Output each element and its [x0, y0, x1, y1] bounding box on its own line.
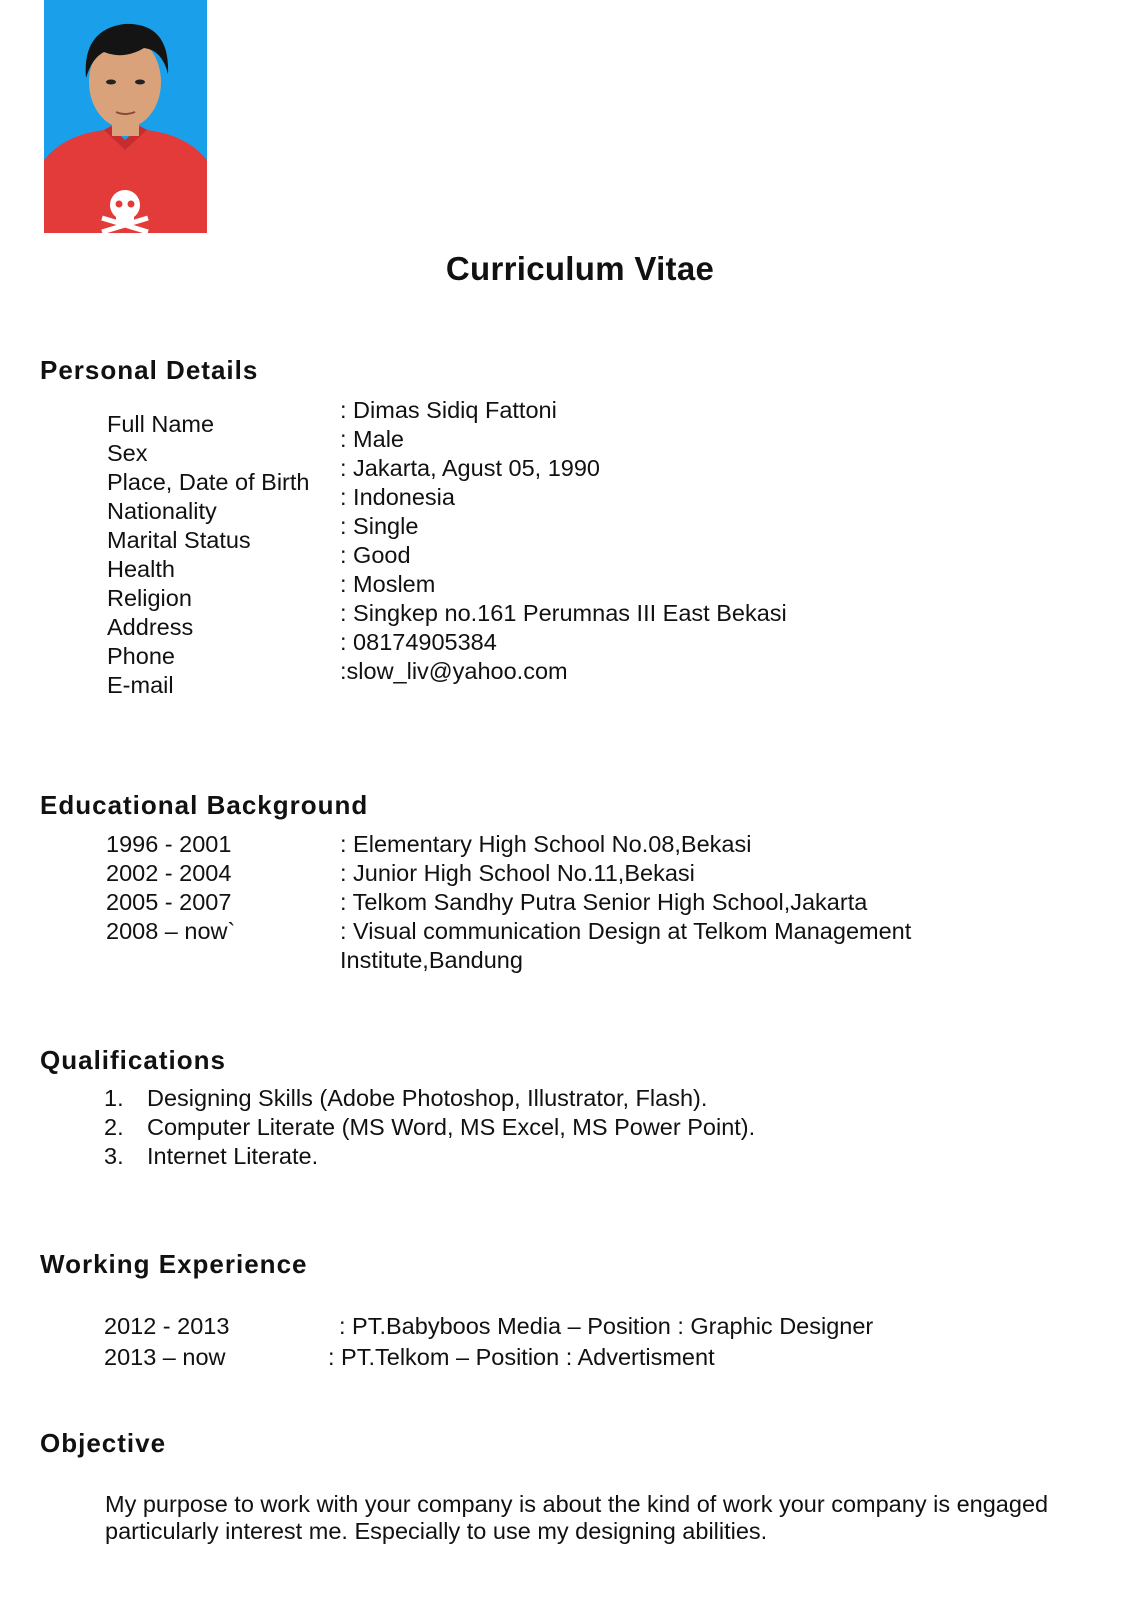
- qualification-number-3: 3.: [104, 1143, 124, 1169]
- qualification-item-3: Internet Literate.: [147, 1143, 319, 1169]
- qualifications-heading: Qualifications: [40, 1045, 226, 1075]
- personal-values: [340, 396, 787, 686]
- work-years-2: 2013 – now: [104, 1344, 226, 1370]
- value-health: : Good: [340, 542, 411, 568]
- label-phone: Phone: [107, 643, 175, 669]
- value-phone: : 08174905384: [340, 629, 497, 655]
- value-religion: : Moslem: [340, 571, 436, 597]
- label-health: Health: [107, 556, 175, 582]
- value-address: : Singkep no.161 Perumnas III East Bekasi: [340, 600, 787, 626]
- label-religion: Religion: [107, 585, 192, 611]
- value-birth: : Jakarta, Agust 05, 1990: [340, 455, 600, 481]
- value-sex: : Male: [340, 426, 404, 452]
- work-detail-1: : PT.Babyboos Media – Position : Graphic Designer: [339, 1313, 874, 1339]
- objective-line-1: My purpose to work with your company is about the kind of work your company is engaged: [105, 1491, 1049, 1517]
- label-sex: Sex: [107, 440, 148, 466]
- label-marital-status: Marital Status: [107, 527, 251, 553]
- education-school-3: : Telkom Sandhy Putra Senior High School,Jakarta: [340, 889, 868, 915]
- education-heading: Educational Background: [40, 790, 369, 820]
- qualifications-numbers: [104, 1084, 124, 1171]
- education-school-1: : Elementary High School No.08,Bekasi: [340, 831, 752, 857]
- label-full-name: Full Name: [107, 411, 215, 437]
- work-heading: Working Experience: [40, 1249, 308, 1279]
- label-nationality: Nationality: [107, 498, 217, 524]
- value-marital-status: : Single: [340, 513, 419, 539]
- personal-labels: [107, 410, 309, 700]
- label-birth: Place, Date of Birth: [107, 469, 310, 495]
- document-title: Curriculum Vitae: [445, 250, 715, 287]
- education-years: [106, 830, 235, 946]
- objective-heading: Objective: [40, 1428, 167, 1458]
- label-address: Address: [107, 614, 194, 640]
- qualification-item-2: Computer Literate (MS Word, MS Excel, MS Power Point).: [147, 1114, 756, 1140]
- education-year-1: 1996 - 2001: [106, 831, 232, 857]
- value-nationality: : Indonesia: [340, 484, 455, 510]
- value-full-name: : Dimas Sidiq Fattoni: [340, 397, 557, 423]
- education-year-2: 2002 - 2004: [106, 860, 232, 886]
- label-email: E-mail: [107, 672, 174, 698]
- qualification-item-1: Designing Skills (Adobe Photoshop, Illustrator, Flash).: [147, 1085, 708, 1111]
- objective-line-2: particularly interest me. Especially to use my designing abilities.: [105, 1518, 768, 1544]
- qualification-number-2: 2.: [104, 1114, 124, 1140]
- education-schools: [340, 830, 911, 975]
- profile-photo: [44, 0, 207, 233]
- education-school-4-cont: Institute,Bandung: [340, 947, 523, 973]
- education-school-2: : Junior High School No.11,Bekasi: [340, 860, 695, 886]
- work-years-1: 2012 - 2013: [104, 1313, 230, 1339]
- education-year-4: 2008 – now`: [106, 918, 236, 944]
- education-year-3: 2005 - 2007: [106, 889, 232, 915]
- education-school-4: : Visual communication Design at Telkom Management: [340, 918, 912, 944]
- work-detail-2: : PT.Telkom – Position : Advertisment: [328, 1344, 715, 1370]
- value-email: :slow_liv@yahoo.com: [340, 658, 568, 684]
- personal-details-heading: Personal Details: [40, 355, 259, 385]
- qualification-number-1: 1.: [104, 1085, 124, 1111]
- qualifications-list: [147, 1084, 755, 1171]
